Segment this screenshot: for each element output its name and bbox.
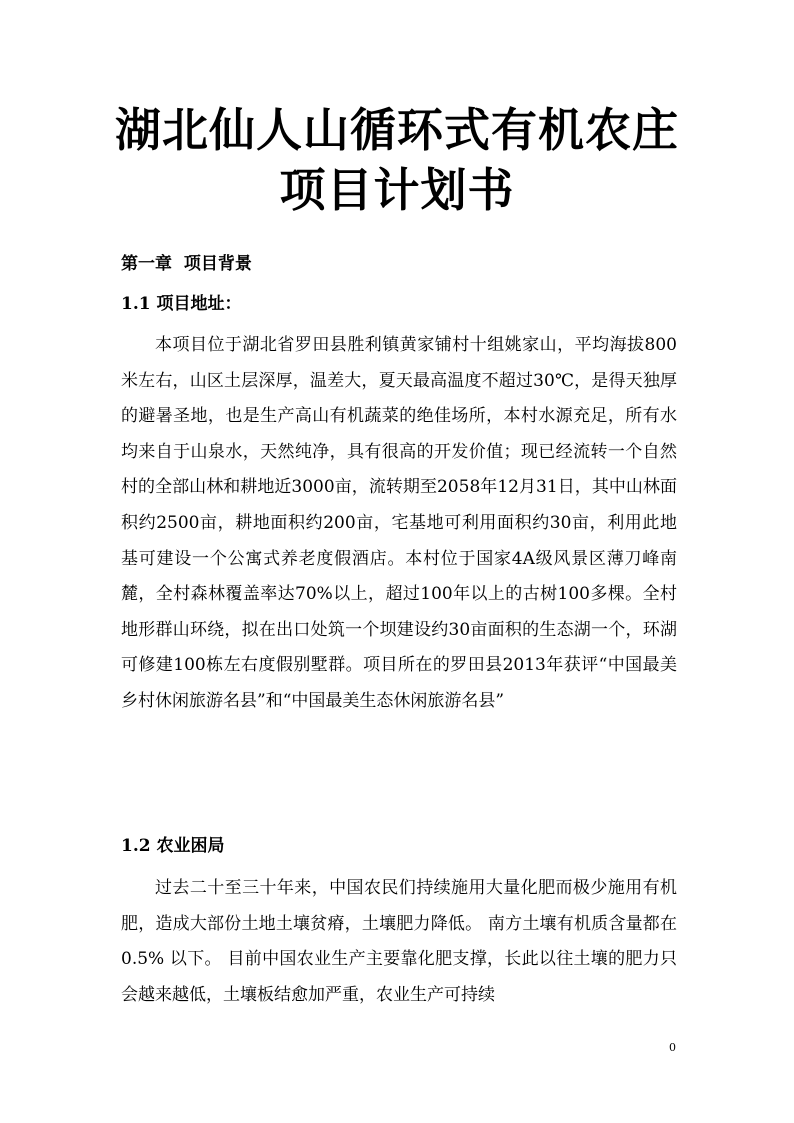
document-title-line-1: 湖北仙人山循环式有机农庄 [115,103,679,157]
section-heading-1-1: 1.1 项目地址： [121,294,242,314]
section-heading-1-2: 1.2 农业困局 [121,836,225,856]
section-1-1-paragraph: 本项目位于湖北省罗田县胜利镇黄家铺村十组姚家山，平均海拔800米左右，山区土层深厚，温差大，夏天最高温度不超过30℃，是得天独厚的避暑圣地，也是生产高山有机蔬菜的绝佳场所，本村水源充足，所有水均来自于山泉水，天然纯净，具有很高的开发价值；现已经流转一个自然村的全部山林和耕地近3000亩，流转期至2058年12月31日，其中山林面积约2500亩，耕地面积约200亩，宅基地可利用面积约30亩，利用此地基可建设一个公寓式养老度假酒店。本村位于国家4A级风景区薄刀峰南麓，全村森林覆盖率达70%以上，超过100年以上的古树100多棵。全村地形群山环绕，拟在出口处筑一个坝建设约30亩面积的生态湖一个，环湖可修建100栋左右度假别墅群。项目所在的罗田县2013年获评“中国最美乡村休闲旅游名县”和“中国最美生态休闲旅游名县” [121,335,677,711]
chapter-heading: 第一章 项目背景 [121,254,252,274]
section-1-2-paragraph: 过去二十至三十年来，中国农民们持续施用大量化肥而极少施用有机肥，造成大部份土地土壤贫瘠，土壤肥力降低。 南方土壤有机质含量都在 0.5% 以下。 目前中国农业生产主要靠化肥支撑，长此以往土壤的肥力只会越来越低，土壤板结愈加严重，农业生产可持续 [121,878,677,1005]
document-title-line-2: 项目计划书 [279,163,515,217]
page-number: 0 [669,1041,676,1054]
